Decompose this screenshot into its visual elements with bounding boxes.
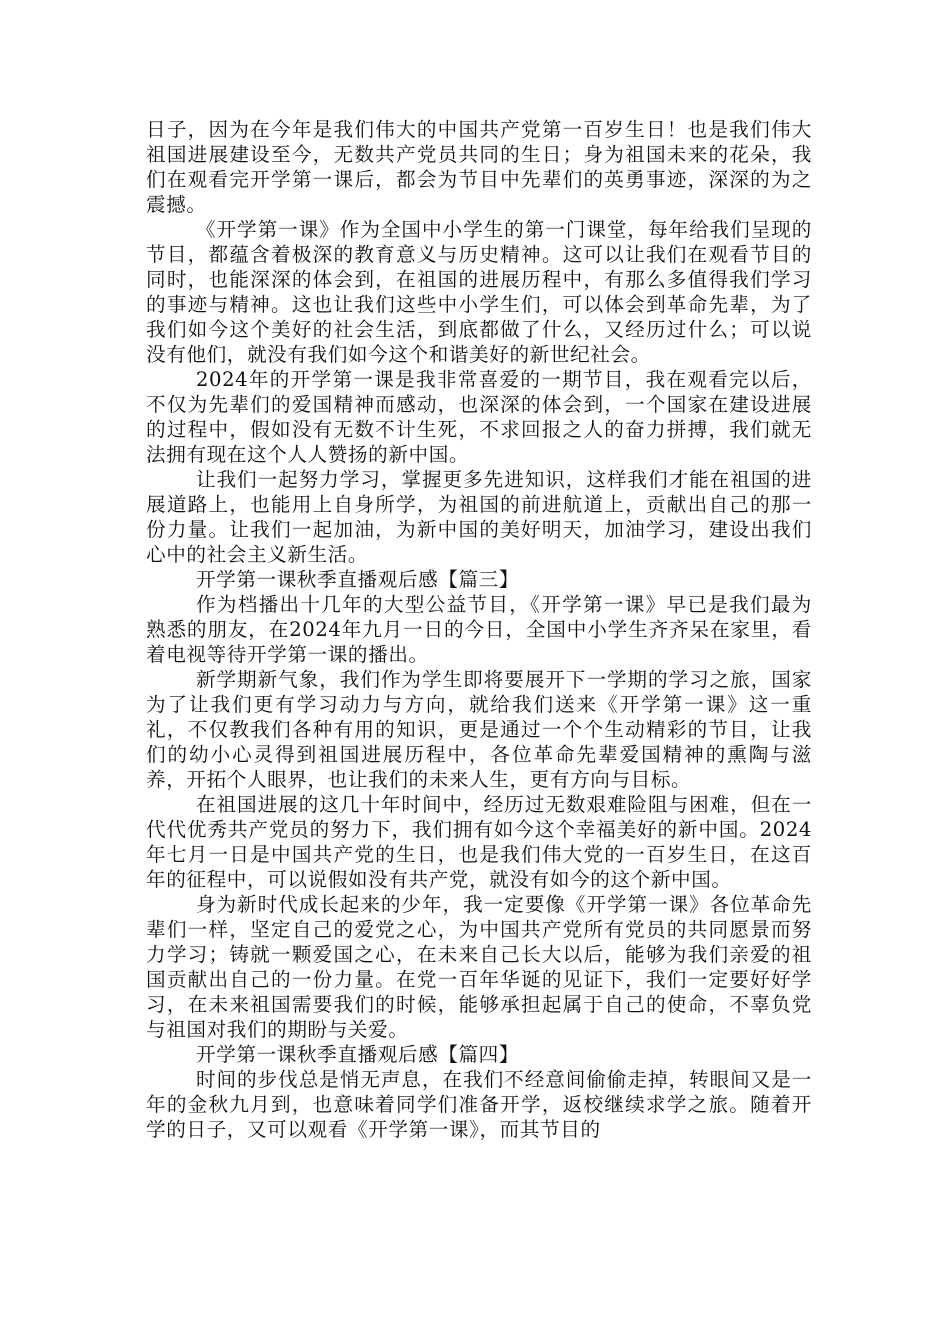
section-heading-part-4: 开学第一课秋季直播观后感【篇四】	[195, 1043, 520, 1066]
section-heading-part-3: 开学第一课秋季直播观后感【篇三】	[195, 568, 520, 591]
paragraph-4: 让我们一起努力学习，掌握更多先进知识，这样我们才能在祖国的进展道路上，也能用上自身所学，为祖国的前进航道上，贡献出自己的那一份力量。让我们一起加油，为新中国的美好明天，加油学习，建设出我们心中的社会主义新生活。	[146, 468, 812, 566]
paragraph-8: 身为新时代成长起来的少年，我一定要像《开学第一课》各位革命先辈们一样，坚定自己的爱党之心，为中国共产党所有党员的共同愿景而努力学习；铸就一颗爱国之心，在未来自己长大以后，能够为我们亲爱的祖国贡献出自己的一份力量。在党一百年华诞的见证下，我们一定要好好学习，在未来祖国需要我们的时候，能够承担起属于自己的使命，不辜负党与祖国对我们的期盼与关爱。	[146, 893, 812, 1041]
paragraph-9: 时间的步伐总是悄无声息，在我们不经意间偷偷走掉，转眼间又是一年的金秋九月到，也意味着同学们准备开学，返校继续求学之旅。随着开学的日子，又可以观看《开学第一课》，而其节目的	[146, 1068, 812, 1141]
paragraph-6: 新学期新气象，我们作为学生即将要展开下一学期的学习之旅，国家为了让我们更有学习动力与方向，就给我们送来《开学第一课》这一重礼，不仅教我们各种有用的知识，更是通过一个个生动精彩的节目，让我们的幼小心灵得到祖国进展历程中，各位革命先辈爱国精神的熏陶与滋养，开拓个人眼界，也让我们的未来人生，更有方向与目标。	[146, 668, 812, 791]
paragraph-3: 2024年的开学第一课是我非常喜爱的一期节目，我在观看完以后，不仅为先辈们的爱国精神而感动，也深深的体会到，一个国家在建设进展的过程中，假如没有无数不计生死，不求回报之人的奋力拼搏，我们就无法拥有现在这个人人赞扬的新中国。	[146, 368, 812, 466]
document-body	[146, 117, 812, 1142]
paragraph-2: 《开学第一课》作为全国中小学生的第一门课堂，每年给我们呈现的节目，都蕴含着极深的教育意义与历史精神。这可以让我们在观看节目的同时，也能深深的体会到，在祖国的进展历程中，有那么多值得我们学习的事迹与精神。这也让我们这些中小学生们，可以体会到革命先辈，为了我们如今这个美好的社会生活，到底都做了什么，又经历过什么；可以说没有他们，就没有我们如今这个和谐美好的新世纪社会。	[146, 218, 812, 366]
paragraph-7: 在祖国进展的这几十年时间中，经历过无数艰难险阻与困难，但在一代代优秀共产党员的努力下，我们拥有如今这个幸福美好的新中国。2024年七月一日是中国共产党的生日，也是我们伟大党的一百岁生日，在这百年的征程中，可以说假如没有共产党，就没有如今的这个新中国。	[146, 793, 812, 891]
paragraph-5: 作为档播出十几年的大型公益节目，《开学第一课》早已是我们最为熟悉的朋友，在2024年九月一日的今日，全国中小学生齐齐呆在家里，看着电视等待开学第一课的播出。	[146, 593, 812, 666]
paragraph-1: 日子，因为在今年是我们伟大的中国共产党第一百岁生日！也是我们伟大祖国进展建设至今，无数共产党员共同的生日；身为祖国未来的花朵，我们在观看完开学第一课后，都会为节目中先辈们的英勇事迹，深深的为之震撼。	[146, 118, 812, 216]
